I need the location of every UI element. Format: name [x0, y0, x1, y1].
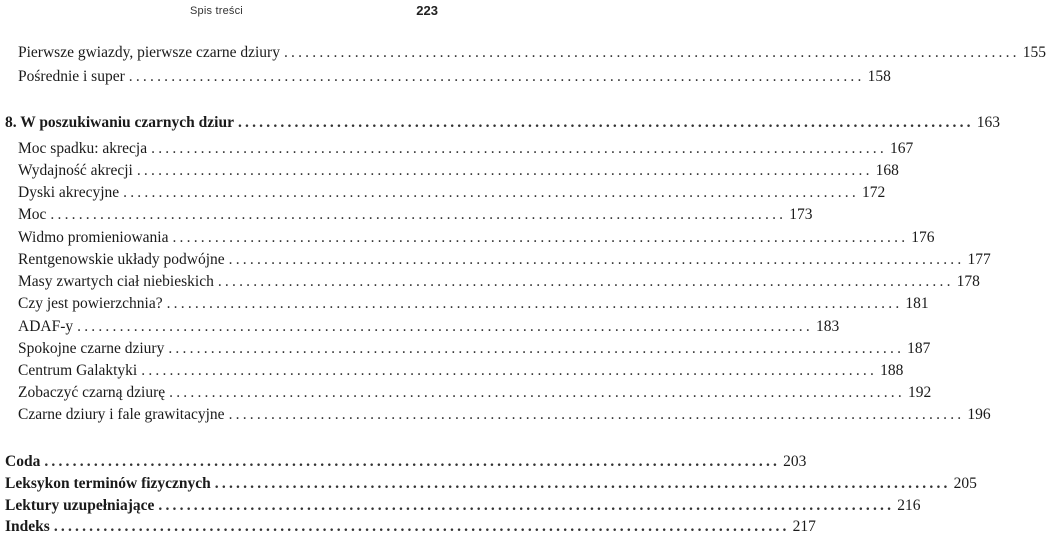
toc-entry[interactable] [18, 338, 931, 360]
dot-leader: ........................................................................................................ [283, 44, 1020, 61]
toc-entry[interactable] [18, 182, 886, 204]
toc-entry-page: 192 [907, 384, 932, 401]
toc-entry-title: Masy zwartych ciał niebieskich [18, 273, 214, 290]
dot-leader: ........................................................................................................ [237, 114, 974, 131]
dot-leader: ........................................................................................................ [44, 453, 781, 470]
toc-entry-page: 168 [875, 162, 899, 179]
toc-entry-page: 188 [880, 362, 904, 379]
toc-entry-title: Wydajność akrecji [18, 162, 133, 179]
toc-entry-page: 177 [967, 251, 991, 268]
toc-entry[interactable] [18, 138, 914, 160]
toc-entry-page: 155 [1022, 44, 1046, 61]
dot-leader: ........................................................................................................ [136, 162, 873, 179]
toc-entry-page: 181 [905, 295, 929, 312]
toc-entry[interactable] [18, 66, 891, 88]
toc-entry[interactable] [18, 204, 813, 226]
running-header-title: Spis treści [190, 5, 243, 17]
toc-back-matter-entry[interactable] [5, 473, 977, 495]
dot-leader: ........................................................................................................ [158, 497, 895, 514]
toc-entry[interactable] [18, 271, 980, 293]
toc-entry[interactable] [18, 160, 899, 182]
toc-back-matter-entry[interactable] [5, 451, 807, 473]
dot-leader: ........................................................................................................ [166, 295, 903, 312]
dot-leader: ........................................................................................................ [128, 68, 865, 85]
toc-entry-page: 217 [792, 518, 816, 535]
dot-leader: ........................................................................................................ [53, 518, 790, 535]
toc-entry-title: Czy jest powierzchnia? [18, 295, 163, 312]
toc-entry-title: Lektury uzupełniające [5, 497, 155, 514]
toc-entry-page: 183 [815, 318, 840, 335]
toc-entry[interactable] [18, 227, 935, 249]
toc-entry-title: Pierwsze gwiazdy, pierwsze czarne dziury [18, 44, 280, 61]
toc-entry-title: ADAF-y [18, 318, 74, 335]
toc-entry-title: Zobaczyć czarną dziurę [18, 384, 166, 401]
toc-entry-title: Pośrednie i super [18, 68, 125, 85]
toc-entry-title: Dyski akrecyjne [18, 184, 120, 201]
toc-chapter-title: 8. W poszukiwaniu czarnych dziur [5, 114, 234, 131]
toc-entry-page: 178 [956, 273, 980, 290]
toc-entry-page: 216 [897, 497, 921, 514]
dot-leader: ........................................................................................................ [168, 340, 905, 357]
toc-entry-page: 203 [783, 453, 807, 470]
toc-entry-title: Moc spadku: akrecja [18, 140, 148, 157]
toc-entry-title: Widmo promieniowania [18, 229, 169, 246]
dot-leader: ........................................................................................................ [50, 206, 787, 223]
dot-leader: ........................................................................................................ [123, 184, 859, 201]
dot-leader: ........................................................................................................ [228, 406, 965, 423]
toc-entry[interactable] [18, 404, 991, 426]
dot-leader: ........................................................................................................ [141, 362, 878, 379]
toc-entry-title: Spokojne czarne dziury [18, 340, 165, 357]
toc-chapter-page: 163 [976, 114, 1001, 131]
dot-leader: ........................................................................................................ [214, 475, 951, 492]
toc-entry-title: Rentgenowskie układy podwójne [18, 251, 225, 268]
toc-entry-title: Leksykon terminów fizycznych [5, 475, 211, 492]
toc-entry[interactable] [18, 360, 904, 382]
toc-back-matter-entry[interactable] [5, 495, 921, 517]
toc-entry-title: Indeks [5, 518, 50, 535]
toc-entry-page: 167 [889, 140, 914, 157]
toc-entry[interactable] [18, 316, 840, 338]
toc-entry-page: 196 [967, 406, 991, 423]
toc-entry-title: Centrum Galaktyki [18, 362, 138, 379]
running-header [0, 0, 450, 24]
toc-entry[interactable] [18, 42, 1046, 64]
toc-entry-page: 173 [789, 206, 813, 223]
toc-entry[interactable] [18, 382, 932, 404]
toc-entry[interactable] [18, 249, 991, 271]
toc-entry[interactable] [18, 293, 929, 315]
toc-chapter[interactable] [5, 112, 1001, 134]
page-number: 223 [416, 3, 438, 18]
dot-leader: ........................................................................................................ [228, 251, 965, 268]
toc-entry-title: Moc [18, 206, 47, 223]
dot-leader: ........................................................................................................ [151, 140, 887, 157]
dot-leader: ........................................................................................................ [169, 384, 905, 401]
toc-entry-title: Czarne dziury i fale grawitacyjne [18, 406, 225, 423]
toc-entry-page: 172 [861, 184, 886, 201]
toc-entry-page: 205 [953, 475, 977, 492]
toc-entry-title: Coda [5, 453, 41, 470]
toc-entry-page: 176 [911, 229, 935, 246]
toc-back-matter-entry[interactable] [5, 516, 816, 538]
dot-leader: ........................................................................................................ [77, 318, 813, 335]
toc-entry-page: 187 [907, 340, 931, 357]
dot-leader: ........................................................................................................ [217, 273, 954, 290]
dot-leader: ........................................................................................................ [172, 229, 909, 246]
toc-entry-page: 158 [867, 68, 891, 85]
